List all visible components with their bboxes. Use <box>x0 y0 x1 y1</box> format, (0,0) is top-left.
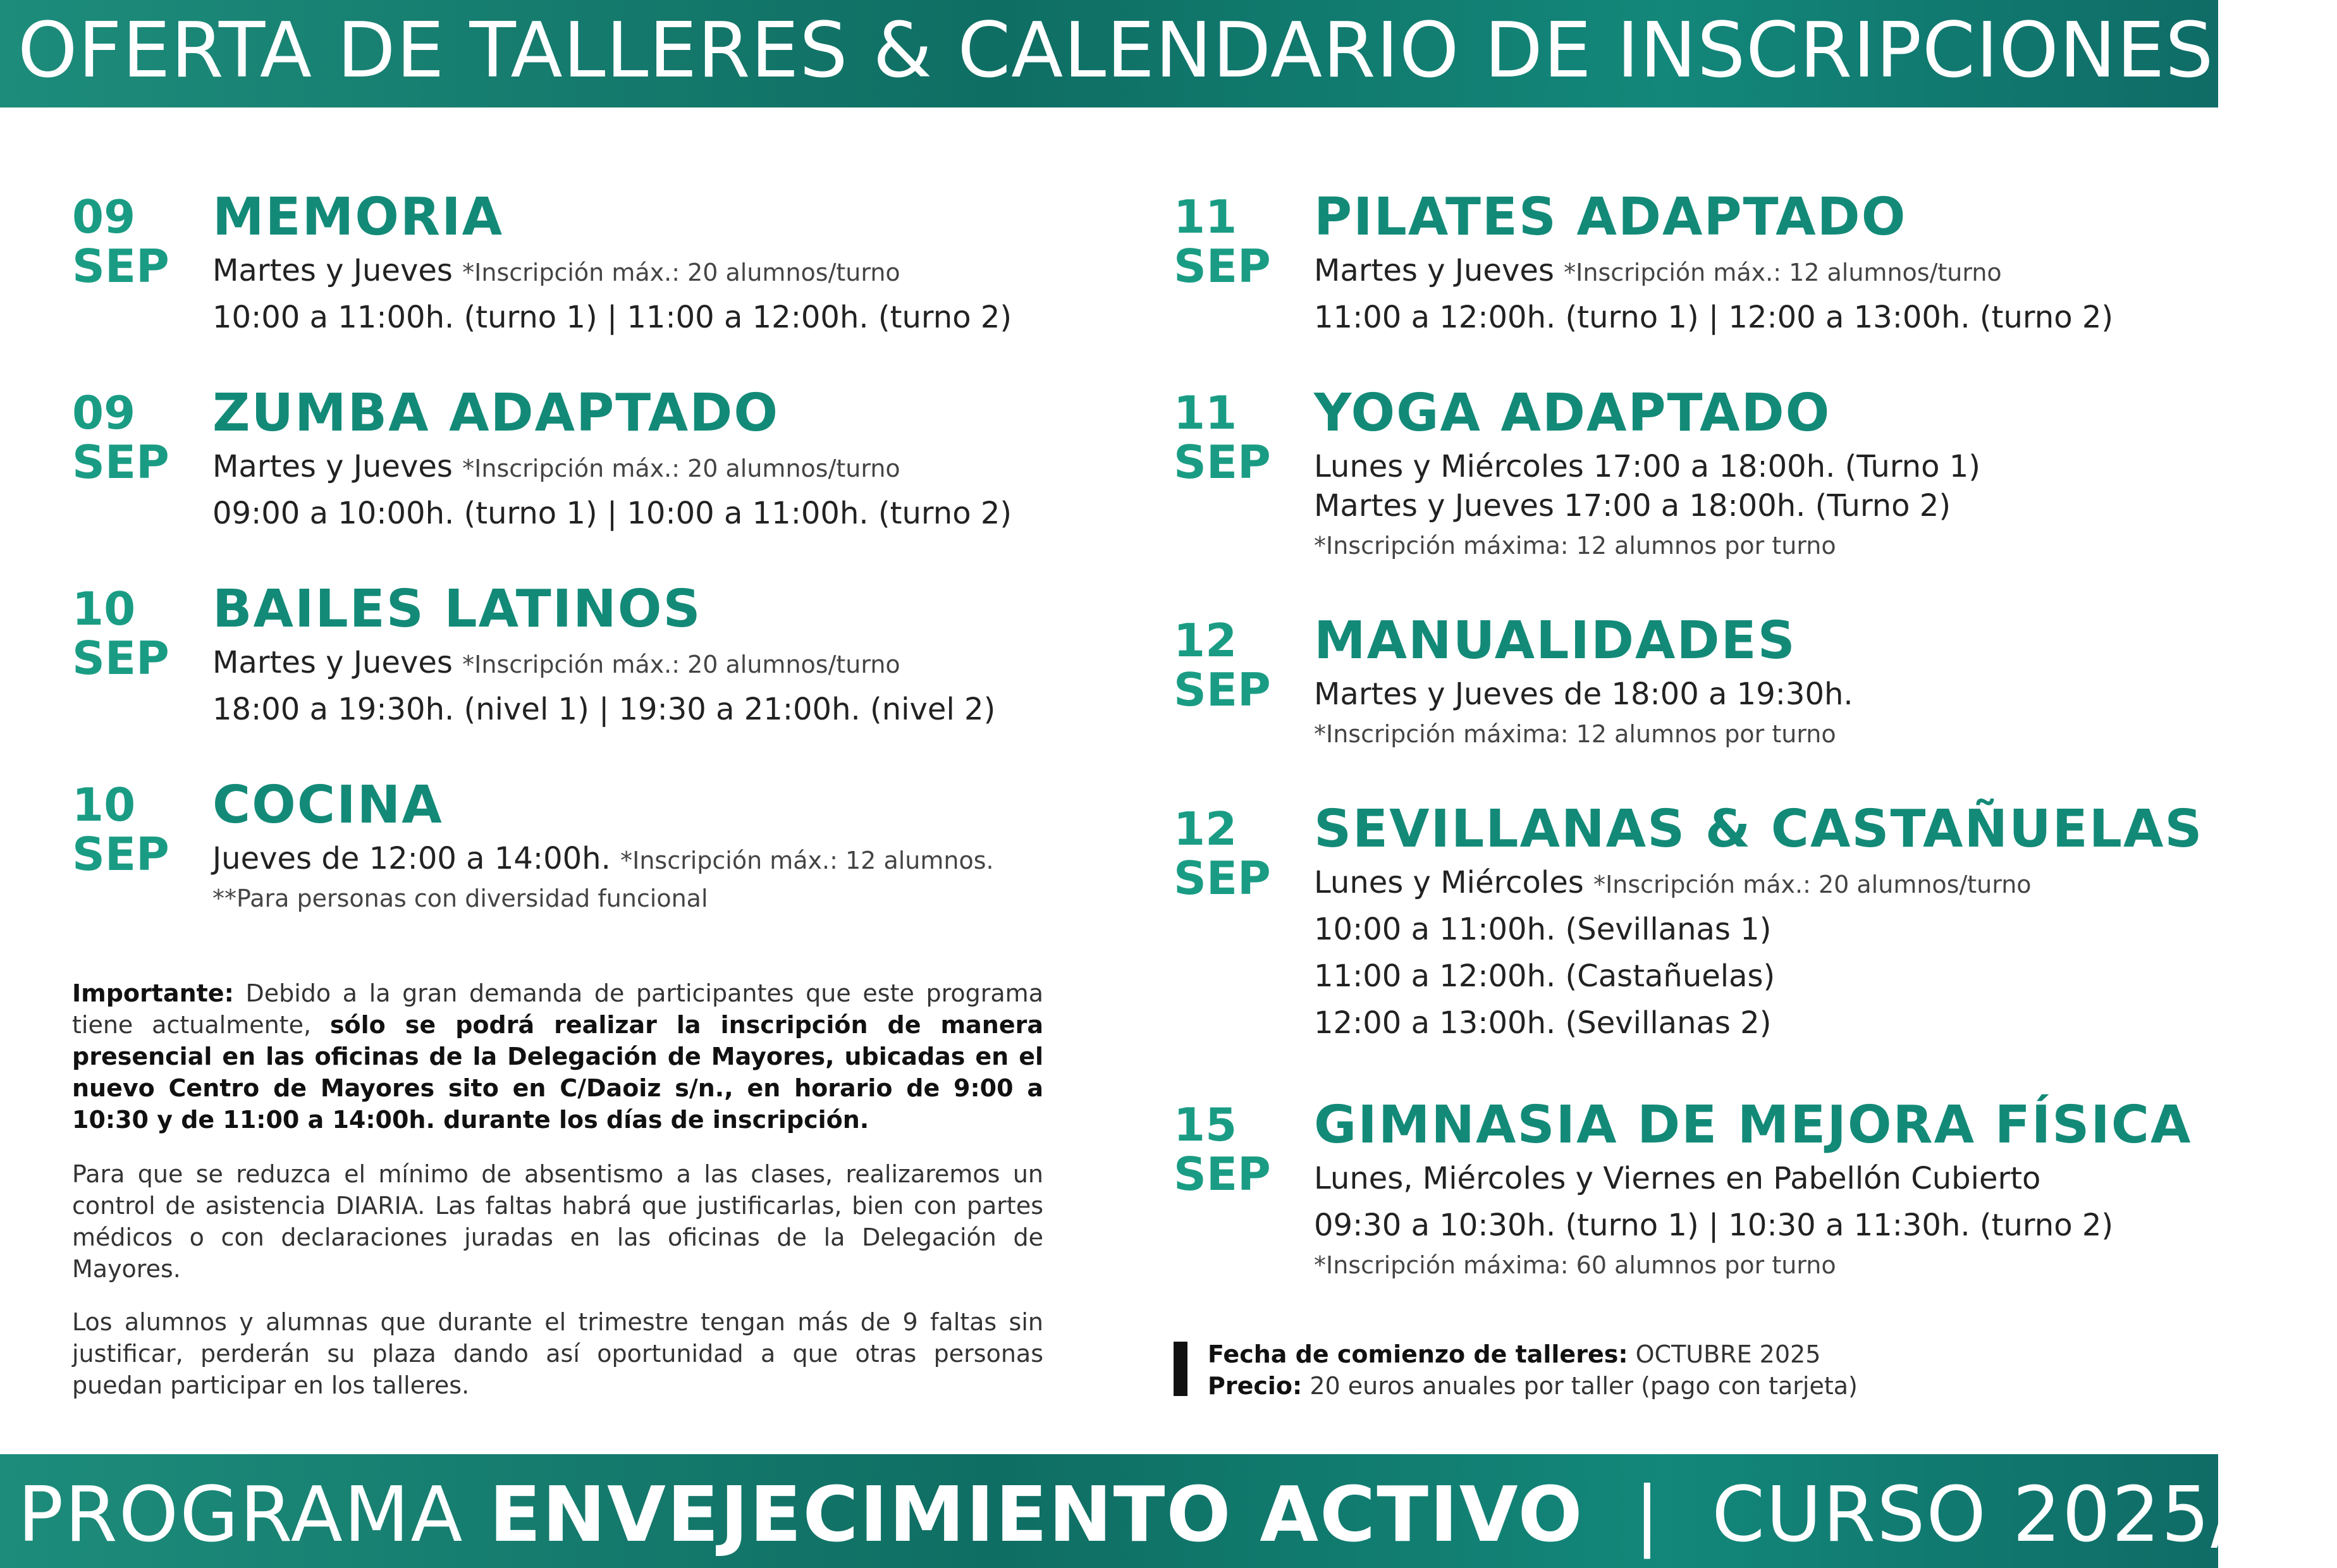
workshop-title: SEVILLANAS & CASTAÑUELAS <box>1314 799 2204 859</box>
workshop-times: 10:00 a 11:00h. (turno 1) | 11:00 a 12:00h. (turno 2) <box>212 300 1012 335</box>
workshop-times: 12:00 a 13:00h. (Sevillanas 2) <box>1314 1005 1772 1041</box>
workshop-schedule: Martes y Jueves *Inscripción máx.: 20 alumnos/turno <box>212 449 900 484</box>
workshop-date: 09 SEP <box>72 386 169 489</box>
workshop-date: 10 SEP <box>72 778 169 881</box>
workshop-title: COCINA <box>212 775 443 835</box>
workshop-times: 09:00 a 10:00h. (turno 1) | 10:00 a 11:00h. (turno 2) <box>212 496 1012 531</box>
workshop-note: *Inscripción máxima: 12 alumnos por turno <box>1314 532 1836 560</box>
info-bar <box>1174 1342 1187 1396</box>
footer-separator: | <box>1634 1471 1662 1559</box>
workshop-schedule: Jueves de 12:00 a 14:00h. *Inscripción máx.: 12 alumnos. <box>212 841 994 876</box>
workshop-date: 10 SEP <box>72 582 169 685</box>
workshop-schedule: Martes y Jueves *Inscripción máx.: 20 alumnos/turno <box>212 645 900 680</box>
workshop-title: ZUMBA ADAPTADO <box>212 383 780 443</box>
workshop-times: 18:00 a 19:30h. (nivel 1) | 19:30 a 21:00h. (nivel 2) <box>212 692 996 727</box>
workshop-title: PILATES ADAPTADO <box>1314 187 1907 247</box>
workshop-date: 12 SEP <box>1174 802 1271 905</box>
workshop-title: MEMORIA <box>212 187 504 247</box>
workshop-note: *Inscripción máxima: 60 alumnos por turno <box>1314 1251 1836 1279</box>
workshop-schedule-line: Lunes, Miércoles y Viernes en Pabellón Cubierto <box>1314 1161 2041 1196</box>
header-band <box>0 0 2218 107</box>
attendance-paragraph: Para que se reduzca el mínimo de absentismo a las clases, realizaremos un control de asistencia DIARIA. Las faltas habrá que justificarlas, bien con partes médicos o con declaraciones juradas en las oficinas de la Delegación de Mayores. <box>72 1160 1043 1283</box>
workshop-schedule: Martes y Jueves *Inscripción máx.: 12 alumnos/turno <box>1314 253 2002 288</box>
price: Precio: 20 euros anuales por taller (pago con tarjeta) <box>1208 1372 1858 1400</box>
absence-paragraph: Los alumnos y alumnas que durante el trimestre tengan más de 9 faltas sin justificar, perderán su plaza dando así oportunidad a que otras personas puedan participar en los talleres. <box>72 1308 1043 1399</box>
workshop-date: 15 SEP <box>1174 1098 1271 1201</box>
footer-band <box>0 1454 2337 1568</box>
workshop-title: GIMNASIA DE MEJORA FÍSICA <box>1314 1095 2192 1155</box>
workshop-schedule-line: Martes y Jueves 17:00 a 18:00h. (Turno 2) <box>1314 488 1951 524</box>
workshop-note: *Inscripción máxima: 12 alumnos por turno <box>1314 720 1836 748</box>
footer-program: PROGRAMA <box>18 1471 464 1559</box>
workshop-schedule-line: Lunes y Miércoles 17:00 a 18:00h. (Turno 1) <box>1314 449 1980 484</box>
workshop-date: 11 SEP <box>1174 190 1271 293</box>
workshop-date: 12 SEP <box>1174 614 1271 716</box>
workshop-times: 11:00 a 12:00h. (Castañuelas) <box>1314 959 1776 994</box>
start-date: Fecha de comienzo de talleres: OCTUBRE 2025 <box>1208 1340 1821 1368</box>
workshop-date: 11 SEP <box>1174 386 1271 489</box>
footer-course: CURSO 2025/26 <box>1712 1471 2337 1559</box>
footer-text <box>18 1468 2337 1563</box>
workshop-title: MANUALIDADES <box>1314 611 1796 671</box>
workshop-schedule-line: Martes y Jueves de 18:00 a 19:30h. <box>1314 677 1853 712</box>
workshop-times: 10:00 a 11:00h. (Sevillanas 1) <box>1314 912 1772 947</box>
workshop-schedule: Lunes y Miércoles *Inscripción máx.: 20 alumnos/turno <box>1314 865 2032 900</box>
workshop-times: 09:30 a 10:30h. (turno 1) | 10:30 a 11:30h. (turno 2) <box>1314 1208 2114 1243</box>
footer-program-name: ENVEJECIMIENTO ACTIVO <box>489 1471 1584 1559</box>
important-notice: Importante: Debido a la gran demanda de participantes que este programa tiene actualmente, sólo se podrá realizar la inscripción de manera presencial en las oficinas de la Delegación de Mayores, ubicadas en el nuevo Centro de Mayores sito en C/Daoiz s/n., en horario de 9:00 a 10:30 y de 11:00 a 14:00h. durante los días de inscripción. <box>72 979 1043 1134</box>
workshop-extra-note: **Para personas con diversidad funcional <box>212 885 708 912</box>
workshop-date: 09 SEP <box>72 190 169 293</box>
workshop-schedule: Martes y Jueves *Inscripción máx.: 20 alumnos/turno <box>212 253 900 288</box>
workshop-title: BAILES LATINOS <box>212 579 702 639</box>
page-title: OFERTA DE TALLERES & CALENDARIO DE INSCRIPCIONES <box>18 7 2214 95</box>
workshop-times: 11:00 a 12:00h. (turno 1) | 12:00 a 13:00h. (turno 2) <box>1314 300 2114 335</box>
workshop-title: YOGA ADAPTADO <box>1314 383 1831 443</box>
